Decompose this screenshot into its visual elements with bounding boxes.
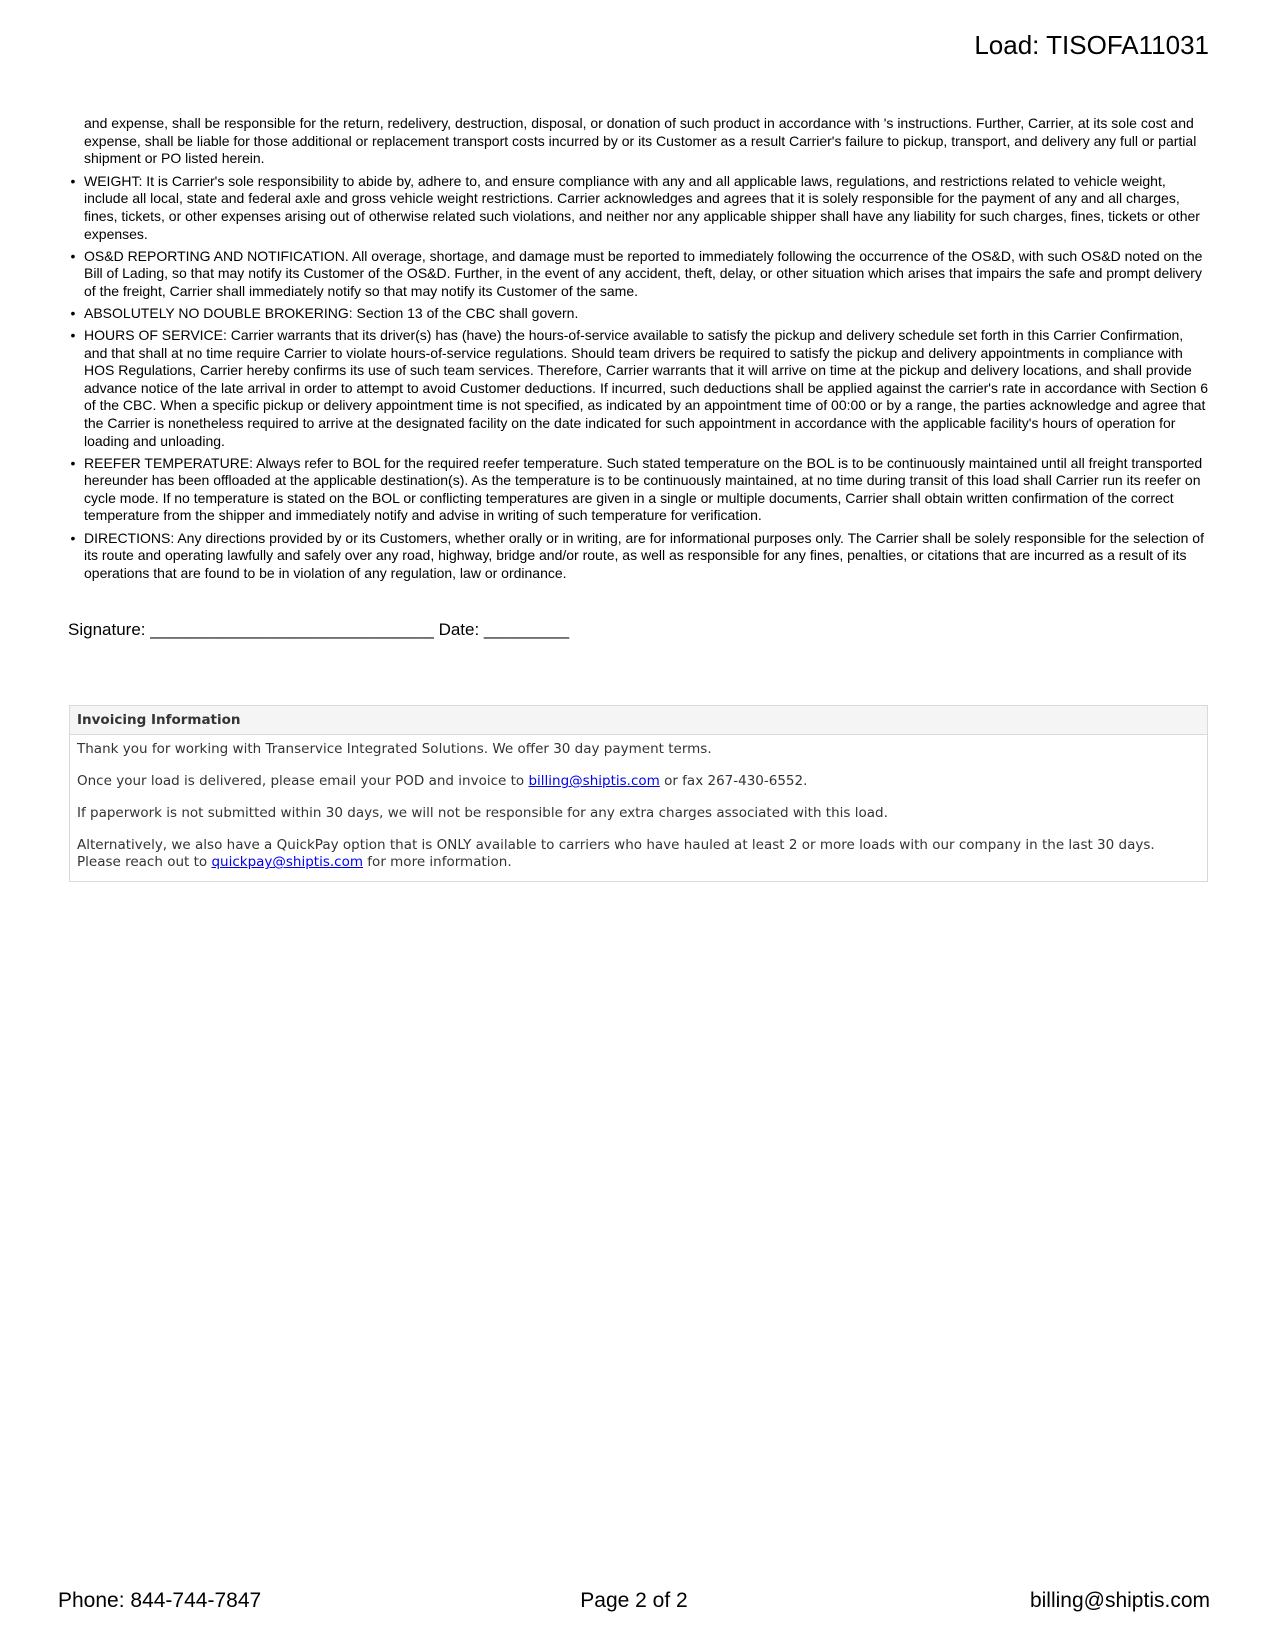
invoicing-info-body — [70, 735, 1207, 881]
bullet-icon: • — [70, 454, 76, 471]
invoicing-info-panel — [69, 705, 1208, 882]
pod-invoice-suffix: or fax 267-430-6552. — [659, 773, 808, 789]
footer-phone: Phone: 844-744-7847 — [58, 1589, 262, 1612]
footer-page-number: Page 2 of 2 — [580, 1589, 688, 1612]
terms-continuation: and expense, shall be responsible for the return, redelivery, destruction, disposal, or donation of such product in accordance with 's instructions. Further, Carrier, at its sole cost and expense, shall be liable for those additional or replacement transport costs incurred by or its Customer as a result Carrier's failure to pickup, transport, and delivery any full or partial shipment or PO listed herein. — [84, 115, 1197, 167]
term-hours-of-service — [70, 327, 1210, 450]
terms-section — [66, 115, 1210, 587]
bullet-icon: • — [70, 304, 76, 321]
bullet-icon: • — [70, 247, 76, 264]
term-text: OS&D REPORTING AND NOTIFICATION. All overage, shortage, and damage must be reported to immediately following the occurrence of the OS&D, with such OS&D noted on the Bill of Lading, so that may notify its Customer of the OS&D. Further, in the event of any accident, theft, delay, or other situation which arises that impairs the safe and prompt delivery of the freight, Carrier shall immediately notify so that may notify its Customer of the same. — [84, 247, 1203, 299]
quickpay-text — [77, 837, 1200, 871]
quickpay-suffix: for more information. — [363, 854, 512, 870]
term-weight — [70, 172, 1210, 243]
term-directions — [70, 529, 1210, 583]
quickpay-email-link[interactable]: quickpay@shiptis.com — [211, 854, 364, 870]
terms-list — [66, 173, 1210, 583]
term-reefer-temperature — [70, 454, 1210, 525]
term-text: DIRECTIONS: Any directions provided by or its Customers, whether orally or in writing, are for informational purposes only. The Carrier shall be solely responsible for the selection of its route and operating lawfully and safely over any road, highway, bridge and/or route, as well as responsible for any fines, penalties, or citations that are incurred as a result of its operations that are found to be in violation of any regulation, law or ordinance. — [84, 529, 1204, 581]
quickpay-prefix: Alternatively, we also have a QuickPay option that is ONLY available to carriers who have hauled at least 2 or more loads with our company in the last 30 days. Please reach out to — [77, 837, 1155, 870]
billing-email-link[interactable]: billing@shiptis.com — [528, 773, 660, 789]
page-footer — [58, 1588, 1210, 1616]
load-number: Load: TISOFA11031 — [974, 30, 1209, 60]
invoicing-info-title: Invoicing Information — [70, 706, 1207, 735]
term-text: WEIGHT: It is Carrier's sole responsibility to abide by, adhere to, and ensure compliance with any and all applicable laws, regulations, and restrictions related to vehicle weight, include all local, state and federal axle and gross vehicle weight restrictions. Carrier acknowledges and agrees that it is solely responsible for the payment of any and all charges, fines, tickets, or other expenses arising out of otherwise related such violations, and neither nor any applicable shipper shall have any liability for such charges, fines, tickets or other expenses. — [84, 172, 1200, 242]
pod-invoice-prefix: Once your load is delivered, please email your POD and invoice to — [77, 773, 529, 789]
signature-date-line: Signature: ______________________________ Date: _________ — [68, 620, 570, 639]
bullet-icon: • — [70, 529, 76, 546]
term-text: REEFER TEMPERATURE: Always refer to BOL for the required reefer temperature. Such stated temperature on the BOL is to be continuously maintained until all freight transported hereunder has been offloaded at the applicable destination(s). As the temperature is to be continuously maintained, at no time during transit of this load shall Carrier run its reefer on cycle mode. If no temperature is stated on the BOL or conflicting temperatures are given in a single or multiple documents, Carrier shall obtain written confirmation of the correct temperature from the shipper and immediately notify and advise in writing of such temperature for verification. — [84, 454, 1203, 524]
bullet-icon: • — [70, 327, 76, 344]
footer-email: billing@shiptis.com — [1029, 1589, 1210, 1612]
bullet-icon: • — [70, 172, 76, 189]
paperwork-deadline-text: If paperwork is not submitted within 30 days, we will not be responsible for any extra charges associated with this load. — [77, 805, 888, 821]
term-double-brokering — [70, 304, 1210, 323]
term-text: HOURS OF SERVICE: Carrier warrants that its driver(s) has (have) the hours-of-service available to satisfy the pickup and delivery schedule set forth in this Carrier Confirmation, and that shall at no time require Carrier to violate hours-of-service regulations. Should team drivers be required to satisfy the pickup and delivery appointments in compliance with HOS Regulations, Carrier hereby confirms its use of such team services. Therefore, Carrier warrants that it will arrive on time at the pickup and delivery locations, and shall provide advance notice of the late arrival in order to attempt to avoid Customer deductions. If incurred, such deductions shall be applied against the carrier's rate in accordance with Section 6 of the CBC. When a specific pickup or delivery appointment time is not specified, as indicated by an appointment time of 00:00 or by a range, the parties acknowledge and agree that the Carrier is nonetheless required to arrive at the designated facility on the date indicated for such appointment in accordance with the applicable facility's hours of operation for loading and unloading. — [84, 327, 1209, 449]
pod-invoice-text — [77, 773, 1200, 790]
term-osd-reporting — [70, 247, 1210, 301]
payment-terms-text: Thank you for working with Transervice Integrated Solutions. We offer 30 day payment terms. — [77, 741, 712, 757]
term-text: ABSOLUTELY NO DOUBLE BROKERING: Section 13 of the CBC shall govern. — [84, 304, 579, 321]
